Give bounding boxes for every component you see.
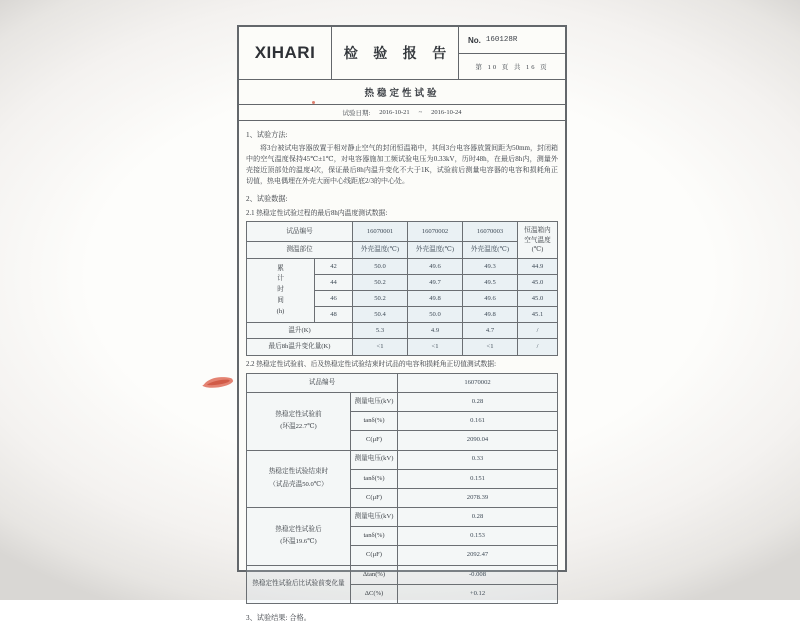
chamber-temp-header-text: 恒温箱内空气温度(℃) xyxy=(524,227,551,253)
red-ink-smudge xyxy=(200,371,238,400)
temp-value-cell: 44.9 xyxy=(518,259,558,275)
hour-cell: 48 xyxy=(315,307,353,323)
param-label-cell: 测量电压(kV) xyxy=(351,508,398,527)
table-row xyxy=(247,339,558,356)
temp-value-cell: 49.6 xyxy=(463,291,518,307)
temp-value-cell: 49.7 xyxy=(408,275,463,291)
temp-rise-value-cell: / xyxy=(518,323,558,339)
location-value-cell: 外壳温度(℃) xyxy=(408,242,463,259)
test-subject-title: 热稳定性试验 xyxy=(239,80,565,105)
param-value-cell: 0.28 xyxy=(398,508,558,527)
result-line xyxy=(246,613,558,624)
group-label-line1: 热稳定性试验结束时 xyxy=(268,468,329,476)
table-row xyxy=(247,259,558,275)
rise-change-value-cell: / xyxy=(518,339,558,356)
group-delta-label-cell xyxy=(247,565,351,603)
temp-value-cell: 50.4 xyxy=(353,307,408,323)
temp-value-cell: 50.2 xyxy=(353,275,408,291)
table-row xyxy=(247,565,558,584)
report-header xyxy=(239,27,565,80)
param-label-cell: ΔC(%) xyxy=(351,584,398,603)
param-value-cell: 2090.04 xyxy=(398,431,558,450)
test-date-separator: ~ xyxy=(418,109,423,116)
table-row xyxy=(247,222,558,242)
elapsed-time-label-text: 累计时间(h) xyxy=(276,264,285,316)
rise-change-label-cell: 最后8h温升变化量(K) xyxy=(247,339,353,356)
rise-change-value-cell: <1 xyxy=(463,339,518,356)
param-label-cell: Δtan(%) xyxy=(351,565,398,584)
test-date-to: 2016-10-24 xyxy=(431,109,462,116)
rise-change-value-cell: <1 xyxy=(353,339,408,356)
temp-value-cell: 49.8 xyxy=(408,291,463,307)
location-value-cell: 外壳温度(℃) xyxy=(463,242,518,259)
temp-value-cell: 50.2 xyxy=(353,291,408,307)
method-heading: 1、试验方法: xyxy=(246,131,288,139)
param-label-cell: 测量电压(kV) xyxy=(351,392,398,411)
sample-no-cell: 16070003 xyxy=(463,222,518,242)
param-label-cell: tanδ(%) xyxy=(351,469,398,488)
sample-label-cell: 试品编号 xyxy=(247,373,398,392)
group-label-line2: (环温19.6℃) xyxy=(280,538,317,546)
table-row xyxy=(247,508,558,527)
group-label-line1: 热稳定性试验前 xyxy=(275,410,322,418)
param-label-cell: C(μF) xyxy=(351,546,398,565)
test-date-row xyxy=(239,105,565,121)
group-after-label-cell xyxy=(247,508,351,566)
elapsed-time-label-cell xyxy=(247,259,315,323)
table-row xyxy=(247,323,558,339)
test-date-label: 试验日期: xyxy=(342,110,371,117)
report-title: 检 验 报 告 xyxy=(332,27,459,79)
param-value-cell: 2078.39 xyxy=(398,488,558,507)
temp-rise-label-cell: 温升(K) xyxy=(247,323,353,339)
location-label-cell: 测温部位 xyxy=(247,242,353,259)
hour-cell: 46 xyxy=(315,291,353,307)
report-body xyxy=(239,121,565,624)
sample-label-cell: 试品编号 xyxy=(247,222,353,242)
report-number-row xyxy=(459,27,565,54)
report-number-value: 160128R xyxy=(485,36,518,45)
group-label-line2: （试品壳温50.0℃） xyxy=(269,480,328,488)
param-value-cell: 2092.47 xyxy=(398,546,558,565)
company-logo: XIHARI xyxy=(239,27,332,79)
temperature-table xyxy=(246,221,558,356)
table-row xyxy=(247,373,558,392)
report-number-block xyxy=(459,27,565,79)
hour-cell: 42 xyxy=(315,259,353,275)
param-value-cell: 0.28 xyxy=(398,392,558,411)
data-heading: 2、试验数据: xyxy=(246,194,288,203)
table-row xyxy=(247,242,558,259)
param-value-cell: -0.008 xyxy=(398,565,558,584)
param-label-cell: C(μF) xyxy=(351,488,398,507)
table-row xyxy=(247,450,558,469)
param-value-cell: 0.151 xyxy=(398,469,558,488)
param-value-cell: +0.12 xyxy=(398,584,558,603)
temp-value-cell: 49.5 xyxy=(463,275,518,291)
temp-value-cell: 49.6 xyxy=(408,259,463,275)
red-speck xyxy=(312,101,315,104)
param-label-cell: tanδ(%) xyxy=(351,412,398,431)
param-value-cell: 0.153 xyxy=(398,527,558,546)
capacitance-table xyxy=(246,373,558,604)
group-label-line1: 热稳定性试验后 xyxy=(275,525,322,533)
table2-caption: 2.2 热稳定性试验前、后及热稳定性试验结束时试品的电容和损耗角正切值测试数据: xyxy=(246,361,496,369)
temp-value-cell: 50.0 xyxy=(408,307,463,323)
group-end-label-cell xyxy=(247,450,351,508)
method-paragraph: 将3台被试电容器放置于相对静止空气的封闭恒温箱中，其间3台电容器放置间距为50mm，封闭箱中的空气温度保持45℃±1℃，对电容器施加工频试验电压为0.33kV，历时48h，在最后8h内，测量外壳接近顶部处的温度4次，保证最后8h内温升变化不大于1K，试验前后测量电容器的电容和损耗角正切值，热电偶埋在外壳大面中心线距底2/3的中心处。 xyxy=(246,144,558,185)
table1-caption: 2.1 热稳定性试验过程的最后8h内温度测试数据: xyxy=(246,209,388,217)
table-row xyxy=(247,392,558,411)
param-label-cell: C(μF) xyxy=(351,431,398,450)
param-value-cell: 0.161 xyxy=(398,412,558,431)
temp-value-cell: 45.0 xyxy=(518,291,558,307)
temp-value-cell: 49.8 xyxy=(463,307,518,323)
temp-value-cell: 45.1 xyxy=(518,307,558,323)
location-value-cell: 外壳温度(℃) xyxy=(353,242,408,259)
param-label-cell: 测量电压(kV) xyxy=(351,450,398,469)
temp-value-cell: 49.3 xyxy=(463,259,518,275)
temp-value-cell: 45.0 xyxy=(518,275,558,291)
temp-value-cell: 50.0 xyxy=(353,259,408,275)
param-label-cell: tanδ(%) xyxy=(351,527,398,546)
group-before-label-cell xyxy=(247,392,351,450)
sample-no-cell: 16070001 xyxy=(353,222,408,242)
result-heading: 3、试验结果: xyxy=(246,614,288,622)
rise-change-value-cell: <1 xyxy=(408,339,463,356)
param-value-cell: 0.33 xyxy=(398,450,558,469)
temp-rise-value-cell: 4.7 xyxy=(463,323,518,339)
temp-rise-value-cell: 4.9 xyxy=(408,323,463,339)
sample-no-cell: 16070002 xyxy=(408,222,463,242)
report-content-box xyxy=(237,25,567,622)
test-date-from: 2016-10-21 xyxy=(379,109,410,116)
report-number-label: No. xyxy=(468,35,481,45)
group-label-line1: 热稳定性试验后比试验前变化量 xyxy=(252,580,345,588)
group-label-line2: (环温22.7℃) xyxy=(280,423,317,431)
chamber-temp-header-cell xyxy=(518,222,558,259)
hour-cell: 44 xyxy=(315,275,353,291)
result-value: 合格。 xyxy=(289,614,311,622)
sample-no-cell: 16070002 xyxy=(398,373,558,392)
temp-rise-value-cell: 5.3 xyxy=(353,323,408,339)
page-info: 第 10 页 共 16 页 xyxy=(475,64,549,72)
